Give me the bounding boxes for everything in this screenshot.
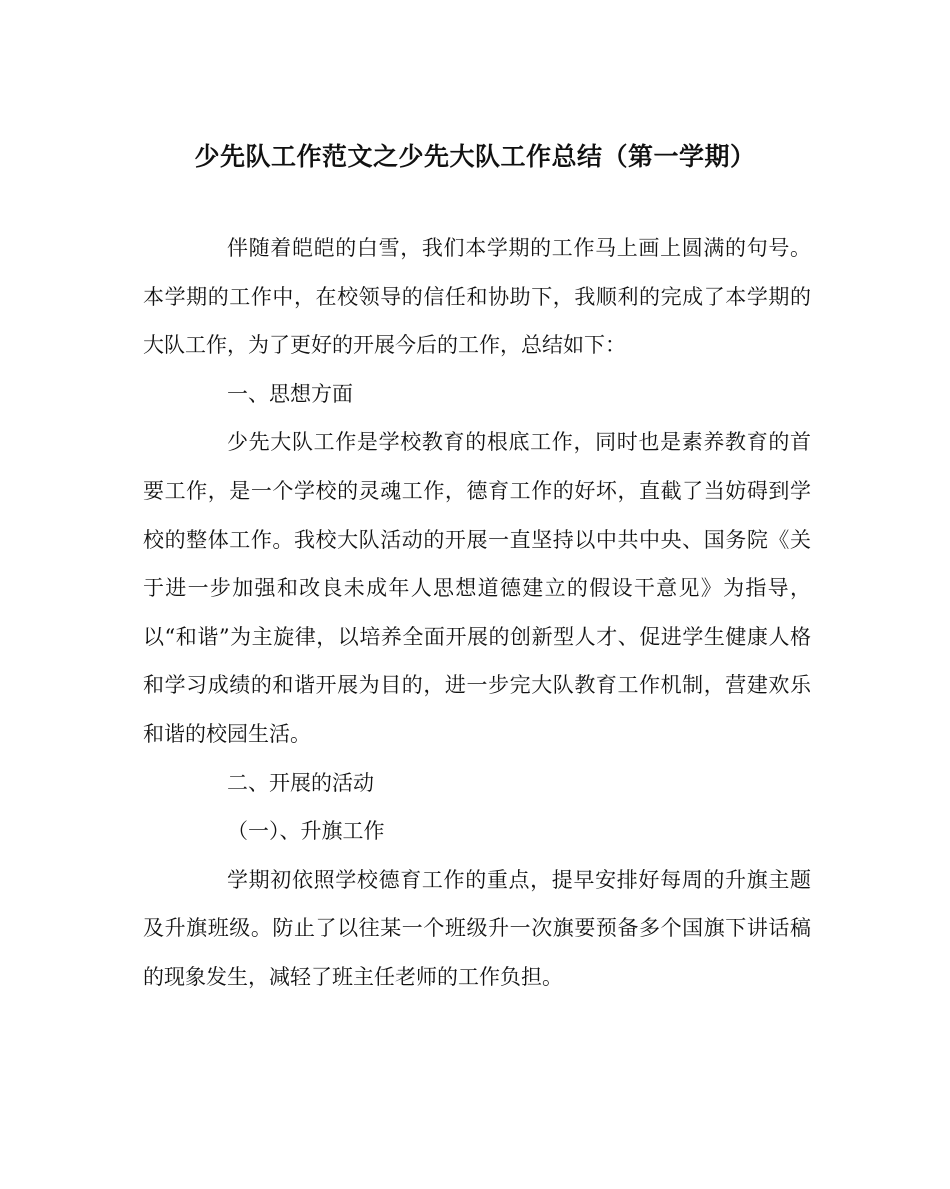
paragraph-intro: 伴随着皑皑的白雪，我们本学期的工作马上画上圆满的句号。本学期的工作中，在校领导的信任和协助下，我顺利的完成了本学期的大队工作，为了更好的开展今后的工作，总结如下：	[143, 236, 811, 358]
paragraph-flag: 学期初依照学校德育工作的重点，提早安排好每周的升旗主题及升旗班级。防止了以往某一个班级升一次旗要预备多个国旗下讲话稿的现象发生，减轻了班主任老师的工作负担。	[143, 867, 811, 989]
section-heading-activities: 二、开展的活动	[227, 770, 374, 795]
subsection-heading-flag: （一）、升旗工作	[227, 819, 385, 844]
document-title: 少先队工作范文之少先大队工作总结（第一学期）	[194, 142, 756, 171]
paragraph-thought: 少先大队工作是学校教育的根底工作，同时也是素养教育的首要工作，是一个学校的灵魂工作，德育工作的好坏，直截了当妨碍到学校的整体工作。我校大队活动的开展一直坚持以中共中央、国务院《关于进一步加强和改良未成年人思想道德建立的假设干意见》为指导，以“和谐”为主旋律，以培养全面开展的创新型人才、促进学生健康人格和学习成绩的和谐开展为目的，进一步完大队教育工作机制，营建欢乐和谐的校园生活。	[143, 430, 811, 746]
document-body	[143, 224, 811, 1002]
section-heading-thought: 一、思想方面	[227, 381, 353, 406]
